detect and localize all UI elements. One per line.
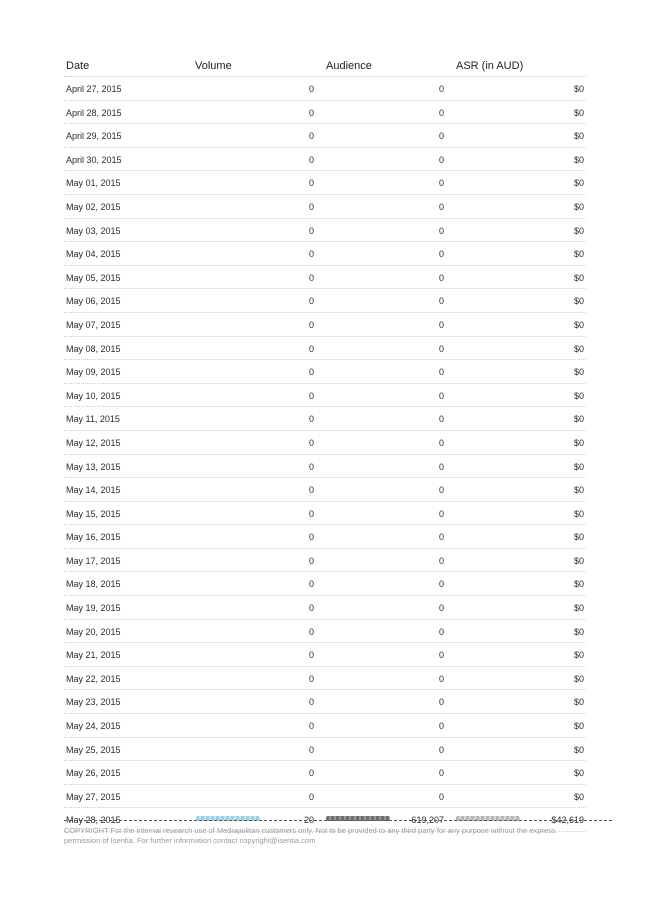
cell-audience: 0	[438, 414, 444, 425]
table-row	[64, 77, 586, 101]
cell-volume: 0	[308, 367, 314, 378]
table-row	[64, 171, 586, 195]
cell-volume: 0	[308, 673, 314, 684]
cell-volume: 0	[308, 178, 314, 189]
cell-date: May 01, 2015	[66, 178, 121, 189]
table-row	[64, 572, 586, 596]
cell-audience: 0	[438, 626, 444, 637]
cell-volume: 0	[308, 579, 314, 590]
table-row	[64, 525, 586, 549]
cell-audience: 0	[438, 367, 444, 378]
table-row	[64, 643, 586, 667]
footer-divider	[64, 820, 612, 821]
cell-date: May 28, 2015	[66, 815, 121, 826]
cell-volume: 0	[308, 791, 314, 802]
cell-asr: $0	[573, 249, 584, 260]
table-row	[64, 502, 586, 526]
cell-asr: $0	[573, 367, 584, 378]
cell-audience: 0	[438, 461, 444, 472]
cell-date: May 16, 2015	[66, 532, 121, 543]
cell-asr: $0	[573, 532, 584, 543]
cell-date: May 17, 2015	[66, 555, 121, 566]
cell-audience: 0	[438, 673, 444, 684]
cell-asr: $0	[573, 84, 584, 94]
cell-audience: 0	[438, 555, 444, 566]
cell-date: May 22, 2015	[66, 673, 121, 684]
cell-asr: $0	[573, 579, 584, 590]
cell-volume: 0	[308, 201, 314, 212]
cell-date: May 10, 2015	[66, 390, 121, 401]
cell-volume: 0	[308, 272, 314, 283]
cell-date: April 29, 2015	[66, 131, 122, 142]
table-row	[64, 785, 586, 809]
cell-asr: $0	[573, 319, 584, 330]
cell-volume: 0	[308, 437, 314, 448]
cell-audience: 0	[438, 131, 444, 142]
cell-asr: $0	[573, 485, 584, 496]
cell-asr: $0	[573, 272, 584, 283]
cell-date: May 27, 2015	[66, 791, 121, 802]
cell-date: May 06, 2015	[66, 296, 121, 307]
table-row	[64, 549, 586, 573]
cell-audience: 0	[438, 721, 444, 732]
cell-asr: $0	[573, 768, 584, 779]
cell-date: May 21, 2015	[66, 650, 121, 661]
cell-asr: $0	[573, 131, 584, 142]
table-row	[64, 761, 586, 785]
column-header-audience: Audience	[326, 60, 372, 72]
table-row	[64, 242, 586, 266]
cell-asr: $0	[573, 721, 584, 732]
cell-audience: 0	[438, 485, 444, 496]
cell-date: May 05, 2015	[66, 272, 121, 283]
cell-asr: $0	[573, 154, 584, 165]
cell-volume: 0	[308, 154, 314, 165]
cell-volume: 0	[308, 768, 314, 779]
cell-audience: 0	[438, 178, 444, 189]
cell-asr: $0	[573, 555, 584, 566]
cell-volume: 20	[303, 815, 314, 826]
cell-audience: 0	[438, 697, 444, 708]
cell-audience: 0	[438, 225, 444, 236]
cell-audience: 0	[438, 579, 444, 590]
table-row	[64, 667, 586, 691]
table-row	[64, 407, 586, 431]
report-table	[64, 58, 586, 832]
cell-date: May 23, 2015	[66, 697, 121, 708]
cell-date: April 27, 2015	[66, 84, 122, 94]
cell-date: May 20, 2015	[66, 626, 121, 637]
cell-audience: 0	[438, 532, 444, 543]
cell-date: May 07, 2015	[66, 319, 121, 330]
cell-date: May 19, 2015	[66, 603, 121, 614]
cell-asr: $0	[573, 178, 584, 189]
copyright-notice: COPYRIGHT For the internal research use of Mediapolitan customers only. Not to be provided to any third party for any purpose without the express permission of Isentia. For further information contact copyright@isentia.com	[64, 826, 556, 845]
cell-volume: 0	[308, 744, 314, 755]
cell-date: May 14, 2015	[66, 485, 121, 496]
cell-date: May 18, 2015	[66, 579, 121, 590]
cell-volume: 0	[308, 508, 314, 519]
cell-audience: 0	[438, 437, 444, 448]
cell-audience: 0	[438, 390, 444, 401]
cell-date: May 15, 2015	[66, 508, 121, 519]
cell-date: May 12, 2015	[66, 437, 121, 448]
cell-volume: 0	[308, 650, 314, 661]
cell-date: May 11, 2015	[66, 414, 120, 425]
table-row	[64, 596, 586, 620]
table-row	[64, 219, 586, 243]
cell-audience: 0	[438, 201, 444, 212]
cell-date: May 02, 2015	[66, 201, 121, 212]
cell-volume: 0	[308, 343, 314, 354]
cell-audience: 0	[438, 508, 444, 519]
cell-audience: 0	[438, 744, 444, 755]
cell-asr: $0	[573, 414, 584, 425]
table-row	[64, 431, 586, 455]
cell-asr: $0	[573, 791, 584, 802]
cell-asr: $0	[573, 225, 584, 236]
column-header-volume: Volume	[195, 60, 232, 72]
cell-audience: 0	[438, 603, 444, 614]
cell-audience: 0	[438, 791, 444, 802]
cell-audience: 619,207	[411, 815, 444, 826]
cell-volume: 0	[308, 225, 314, 236]
table-row	[64, 101, 586, 125]
cell-asr: $42,619	[551, 815, 584, 826]
cell-asr: $0	[573, 390, 584, 401]
cell-asr: $0	[573, 107, 584, 118]
cell-volume: 0	[308, 555, 314, 566]
table-row	[64, 289, 586, 313]
cell-volume: 0	[308, 296, 314, 307]
table-row	[64, 738, 586, 762]
cell-volume: 0	[308, 721, 314, 732]
cell-date: May 09, 2015	[66, 367, 121, 378]
cell-asr: $0	[573, 697, 584, 708]
cell-audience: 0	[438, 343, 444, 354]
cell-date: April 28, 2015	[66, 107, 122, 118]
cell-asr: $0	[573, 744, 584, 755]
cell-date: May 04, 2015	[66, 249, 121, 260]
cell-audience: 0	[438, 319, 444, 330]
table-row	[64, 620, 586, 644]
cell-volume: 0	[308, 603, 314, 614]
cell-asr: $0	[573, 437, 584, 448]
cell-date: May 13, 2015	[66, 461, 121, 472]
cell-volume: 0	[308, 626, 314, 637]
cell-date: May 24, 2015	[66, 721, 121, 732]
table-body	[64, 77, 586, 832]
cell-volume: 0	[308, 249, 314, 260]
cell-audience: 0	[438, 249, 444, 260]
cell-audience: 0	[438, 296, 444, 307]
table-row	[64, 714, 586, 738]
cell-audience: 0	[438, 107, 444, 118]
cell-date: May 25, 2015	[66, 744, 121, 755]
cell-volume: 0	[308, 107, 314, 118]
cell-asr: $0	[573, 650, 584, 661]
cell-audience: 0	[438, 154, 444, 165]
cell-audience: 0	[438, 650, 444, 661]
column-header-asr: ASR (in AUD)	[456, 60, 524, 72]
cell-asr: $0	[573, 343, 584, 354]
cell-volume: 0	[308, 84, 314, 94]
cell-date: May 26, 2015	[66, 768, 121, 779]
cell-volume: 0	[308, 319, 314, 330]
cell-date: April 30, 2015	[66, 154, 122, 165]
table-row	[64, 124, 586, 148]
cell-asr: $0	[573, 296, 584, 307]
cell-volume: 0	[308, 697, 314, 708]
table-row	[64, 195, 586, 219]
cell-volume: 0	[308, 131, 314, 142]
cell-asr: $0	[573, 461, 584, 472]
cell-audience: 0	[438, 272, 444, 283]
table-row	[64, 455, 586, 479]
cell-asr: $0	[573, 603, 584, 614]
cell-volume: 0	[308, 532, 314, 543]
column-header-date: Date	[66, 60, 90, 72]
cell-date: May 03, 2015	[66, 225, 121, 236]
table-row	[64, 337, 586, 361]
table-row	[64, 360, 586, 384]
cell-asr: $0	[573, 201, 584, 212]
table-header	[64, 58, 586, 77]
cell-date: May 08, 2015	[66, 343, 121, 354]
cell-volume: 0	[308, 485, 314, 496]
table-row	[64, 384, 586, 408]
table-row	[64, 478, 586, 502]
table-row	[64, 313, 586, 337]
cell-volume: 0	[308, 461, 314, 472]
cell-volume: 0	[308, 390, 314, 401]
table-row	[64, 148, 586, 172]
cell-asr: $0	[573, 673, 584, 684]
table-row	[64, 690, 586, 714]
cell-asr: $0	[573, 508, 584, 519]
cell-audience: 0	[438, 768, 444, 779]
table-row	[64, 266, 586, 290]
cell-asr: $0	[573, 626, 584, 637]
cell-audience: 0	[438, 84, 444, 94]
cell-volume: 0	[308, 414, 314, 425]
